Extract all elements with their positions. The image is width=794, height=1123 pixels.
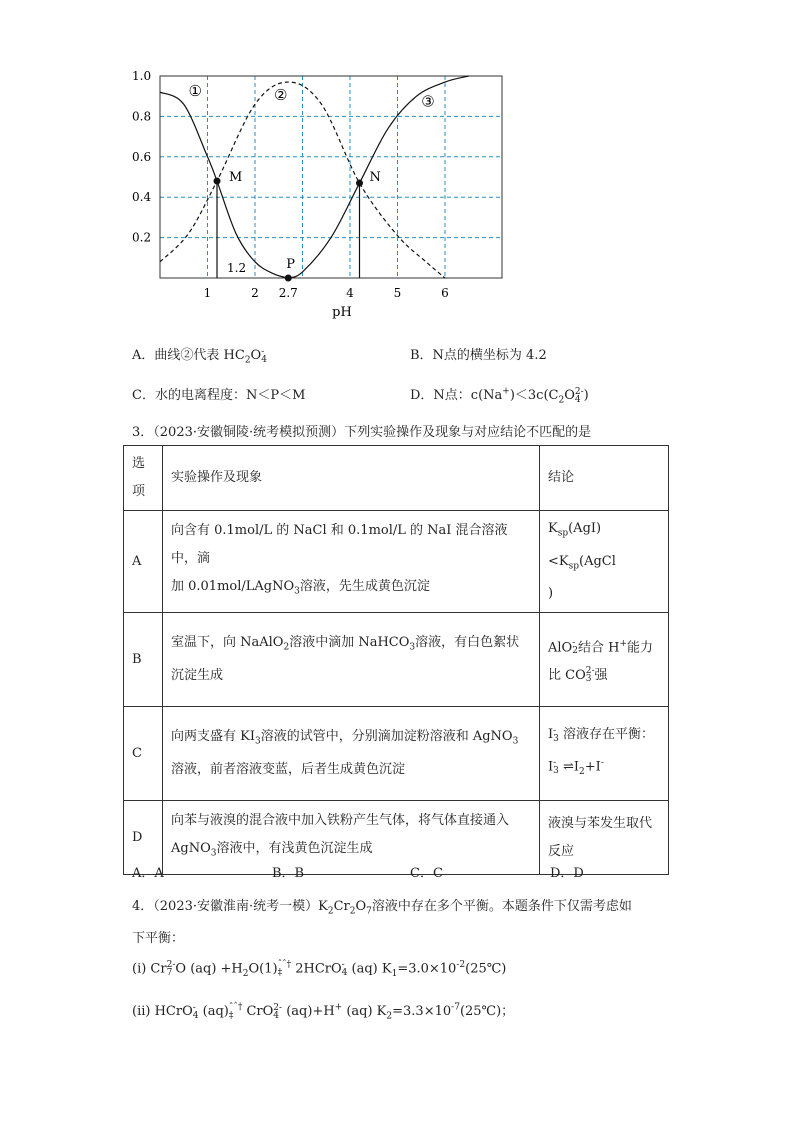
- header-operation: 实验操作及现象: [163, 446, 540, 511]
- q3-option-b: B．B: [272, 866, 305, 881]
- x-tick-label: 1: [203, 286, 212, 300]
- speciation-chart: [120, 62, 520, 327]
- q4-stem-line2: 下平衡：: [132, 931, 185, 946]
- table-row: B 室温下，向 NaAlO$_2$溶液中滴加 NaHCO$_3$溶液，有白色絮状 沉淀生成 AlO- 2结合 H+能力 比 CO2- 3 强: [124, 613, 669, 707]
- plot-frame: [160, 76, 502, 278]
- y-tick-label: 0.6: [132, 149, 152, 164]
- x-tick-label-2-7: 2.7: [278, 286, 298, 300]
- y-tick-label: 0.2: [132, 230, 152, 245]
- y-tick-label: 0.4: [132, 190, 152, 205]
- annotation-1-2: 1.2: [227, 261, 247, 275]
- x-tick-label: 2: [251, 286, 259, 300]
- point-P: [285, 275, 292, 282]
- q3-option-a: A．A: [132, 866, 164, 881]
- table-row: D 向苯与液溴的混合液中加入铁粉产生气体，将气体直接通入 AgNO$_3$溶液中，有浅黄色沉淀生成 液溴与苯发生取代 反应: [124, 801, 669, 875]
- q3-option-d: D．D: [550, 866, 584, 881]
- header-key: 选 项: [124, 446, 163, 511]
- chart-grid: [160, 76, 502, 278]
- q4-stem-line1: 4．（2023·安徽淮南·统考一模）$K_2Cr_2O_7$溶液中存在多个平衡。本题条件下仅需考虑如: [132, 899, 632, 917]
- q2-option-b: B．N点的横坐标为 4.2: [410, 348, 547, 363]
- x-axis-label: pH: [332, 305, 352, 320]
- q4-equilibrium-2: (ii) HCrO- 4 (aq)ˆ ‡$^{ˆ\dagger}$ CrO2- 4 (aq)+H+ (aq) $K_2=3.3\times 10^{-7}(25℃)$；: [132, 1002, 515, 1022]
- series-label: ③: [421, 92, 435, 111]
- y-tick-label: 1.0: [132, 69, 152, 83]
- series-line-1: [160, 92, 288, 278]
- series-label: ②: [274, 86, 288, 105]
- q2-option-c: C．水的电离程度：N＜P＜M: [132, 388, 306, 403]
- q2-option-a: A．曲线②代表 $HC_2O-$ 4: [132, 346, 267, 366]
- point-label-N: N: [369, 170, 381, 186]
- x-tick-label: 4: [346, 286, 354, 300]
- table-header-row: [124, 446, 669, 511]
- q4-equilibrium-1: (i) Cr2- 7 O $(aq) +H_2O(1)ˆ$ ‡$^{ˆ\dagger}$ 2HCrO- 4 (aq) $K_1=3.0\times 10^{-2}(25℃)$: [132, 959, 507, 979]
- x-tick-label: 6: [441, 286, 449, 300]
- table-row: C 向两支盛有 $KI_3$溶液的试管中，分别滴加淀粉溶液和 AgNO$_3$ 溶液，前者溶液变蓝，后者生成黄色沉淀 I- 3 溶液存在平衡： I- 3 $\rightleftharpoons I_2+I^-$: [124, 707, 669, 801]
- q2-option-d: D．N点：$c(Na^+)<3c(C_2O2-$ 4 ): [410, 386, 589, 406]
- point-label-M: M: [229, 170, 243, 186]
- series-label: ①: [188, 82, 202, 101]
- point-label-P: P: [286, 257, 295, 272]
- table-row: A 向含有 0.1mol/L 的 NaCl 和 0.1mol/L 的 NaI 混合溶液中，滴 加 0.01mol/LAgNO$_3$溶液，先生成黄色沉淀 $K_{sp}(AgI)<K_{sp}(AgCl$ ): [124, 511, 669, 613]
- y-tick-label: 0.8: [132, 109, 152, 124]
- q3-stem: 3．（2023·安徽铜陵·统考模拟预测）下列实验操作及现象与对应结论不匹配的是: [132, 425, 592, 440]
- q3-table: [123, 445, 669, 875]
- x-tick-label: 5: [393, 286, 402, 300]
- q3-option-c: C．C: [410, 866, 443, 881]
- header-conclusion: 结论: [540, 446, 669, 511]
